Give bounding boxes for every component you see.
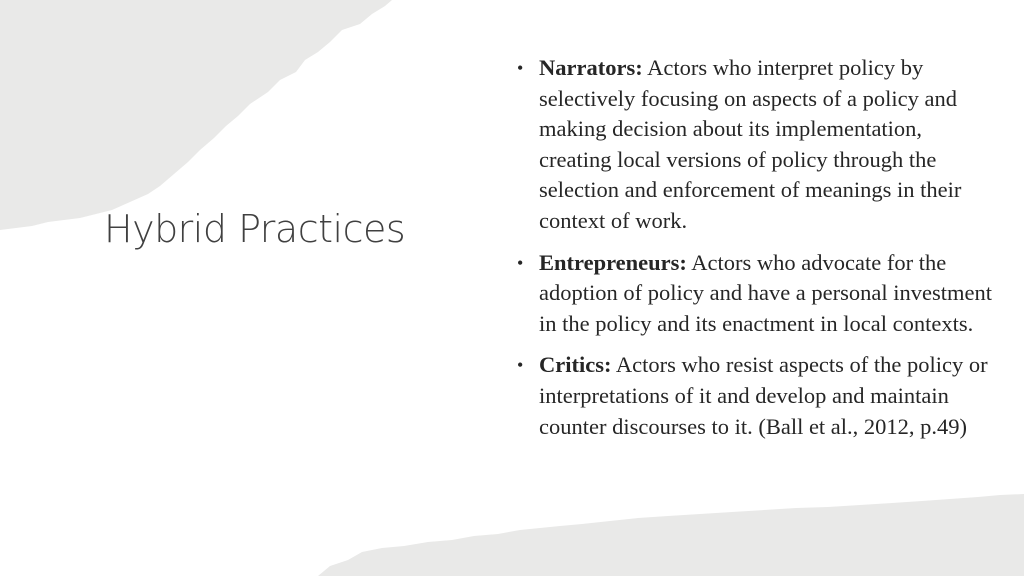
bullet-term-entrepreneurs: Entrepreneurs:	[539, 249, 687, 275]
bullet-marker: •	[517, 58, 524, 78]
torn-paper-bottom-right	[318, 494, 1024, 576]
slide-title: Hybrid Practices	[104, 207, 406, 251]
torn-paper-top-left	[0, 0, 392, 230]
bullet-text-critics: Actors who resist aspects of the policy or interpretations of it and develop and maintain counter discourses to it. (Ball et al., 2012, p.49)	[539, 352, 988, 439]
bullet-text-narrators: Actors who interpret policy by selectively focusing on aspects of a policy and making decision about its implementation, creating local versions of policy through the selection and enforcement of meanings in their context of work.	[539, 55, 962, 233]
bullet-text-entrepreneurs: Actors who advocate for the adoption of policy and have a personal investment in the policy and its enactment in local contexts.	[539, 249, 992, 336]
bullet-critics	[517, 350, 997, 442]
bullet-entrepreneurs	[517, 248, 997, 340]
bullet-term-critics: Critics:	[539, 352, 612, 378]
bullet-narrators	[517, 53, 997, 237]
bullet-marker: •	[517, 355, 524, 376]
bullet-list	[517, 53, 997, 453]
bullet-marker: •	[517, 252, 524, 273]
bullet-term-narrators: Narrators:	[539, 55, 643, 80]
